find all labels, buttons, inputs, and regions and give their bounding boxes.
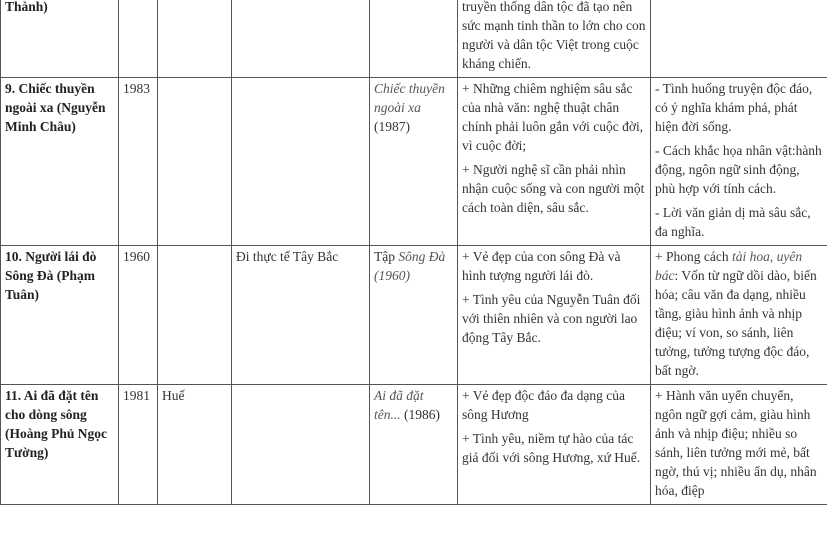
context-cell: Đi thực tế Tây Bắc xyxy=(232,246,370,385)
place-cell xyxy=(158,0,232,78)
context-cell xyxy=(232,385,370,505)
content-cell xyxy=(458,385,651,505)
content-cell xyxy=(458,78,651,246)
content-paragraph: + Vẻ đẹp độc đáo đa dạng của sông Hương xyxy=(462,388,625,422)
content-paragraph: truyền thống dân tộc đã tạo nên sức mạnh tinh thần to lớn cho con người và dân tộc Việt trong cuộc kháng chiến. xyxy=(462,0,646,71)
art-fragment: - Cách khắc họa nhân vật:hành động, ngôn ngữ sinh động, phù hợp với tính cách. xyxy=(655,143,822,196)
art-features-cell xyxy=(651,78,827,246)
collection-fragment: Chiếc thuyền ngoài xa xyxy=(374,81,445,115)
place-cell xyxy=(158,78,232,246)
table-row xyxy=(1,78,827,246)
content-cell xyxy=(458,0,651,78)
collection-cell xyxy=(370,385,458,505)
collection-fragment: Tập xyxy=(374,249,399,264)
art-features-cell xyxy=(651,0,827,78)
art-paragraph xyxy=(655,386,823,500)
art-features-cell xyxy=(651,385,827,505)
content-paragraph: + Tình yêu, niềm tự hào của tác giả đối với sông Hương, xứ Huế. xyxy=(462,431,641,465)
content-paragraph: + Những chiêm nghiệm sâu sắc của nhà văn: nghệ thuật chân chính phải luôn gắn với cuộc đời, vì cuộc đời; xyxy=(462,81,644,153)
collection-fragment: (1986) xyxy=(400,407,440,422)
work-title-cell: 10. Người lái đò Sông Đà (Phạm Tuân) xyxy=(1,246,119,385)
art-paragraph xyxy=(655,247,823,380)
art-fragment: + Phong cách xyxy=(655,249,732,264)
art-fragment: - Lời văn giản dị mà sâu sắc, đa nghĩa. xyxy=(655,205,811,239)
art-fragment: : Vốn từ ngữ dồi dào, biến hóa; câu văn đa dạng, nhiều tầng, giàu hình ảnh và nhịp điệu; ví von, so sánh, liên tưởng, tưởng tượng độc đáo, bất ngờ. xyxy=(655,268,817,378)
year-cell: 1983 xyxy=(119,78,158,246)
year-cell: 1981 xyxy=(119,385,158,505)
table-row xyxy=(1,246,827,385)
collection-fragment: Ai đã đặt tên... xyxy=(374,388,424,422)
context-cell xyxy=(232,78,370,246)
context-cell xyxy=(232,0,370,78)
collection-cell xyxy=(370,246,458,385)
art-paragraph xyxy=(655,79,823,136)
content-cell xyxy=(458,246,651,385)
year-cell: 1960 xyxy=(119,246,158,385)
art-paragraph xyxy=(655,203,823,241)
table-row xyxy=(1,385,827,505)
collection-cell xyxy=(370,0,458,78)
art-paragraph xyxy=(655,141,823,198)
art-features-cell xyxy=(651,246,827,385)
content-paragraph: + Người nghệ sĩ cần phải nhìn nhận cuộc sống và con người một cách toàn diện, sâu sắc. xyxy=(462,162,645,215)
collection-fragment: (1987) xyxy=(374,119,410,134)
work-title-cell: 11. Ai đã đặt tên cho dòng sông (Hoàng Phủ Ngọc Tường) xyxy=(1,385,119,505)
collection-cell xyxy=(370,78,458,246)
art-fragment: + Hành văn uyển chuyển, ngôn ngữ gợi cảm, giàu hình ảnh và nhịp điệu; nhiều so sánh, liên tưởng mới mẻ, bất ngờ, thú vị; nhiều ẩn dụ, nhân hóa, điệp xyxy=(655,388,817,498)
work-title-cell: 9. Chiếc thuyền ngoài xa (Nguyễn Minh Châu) xyxy=(1,78,119,246)
content-paragraph: + Vẻ đẹp của con sông Đà và hình tượng người lái đò. xyxy=(462,249,621,283)
collection-fragment: Sông Đà (1960) xyxy=(374,249,446,283)
place-cell xyxy=(158,246,232,385)
place-cell: Huế xyxy=(158,385,232,505)
art-fragment: tài hoa, uyên bác xyxy=(655,249,803,283)
work-title-cell: Thành) xyxy=(1,0,119,78)
table-row xyxy=(1,0,827,78)
art-fragment: - Tình huống truyện độc đáo, có ý nghĩa khám phá, phát hiện đời sống. xyxy=(655,81,813,134)
year-cell xyxy=(119,0,158,78)
content-paragraph: + Tình yêu của Nguyễn Tuân đối với thiên nhiên và con người lao động Tây Bắc. xyxy=(462,292,641,345)
